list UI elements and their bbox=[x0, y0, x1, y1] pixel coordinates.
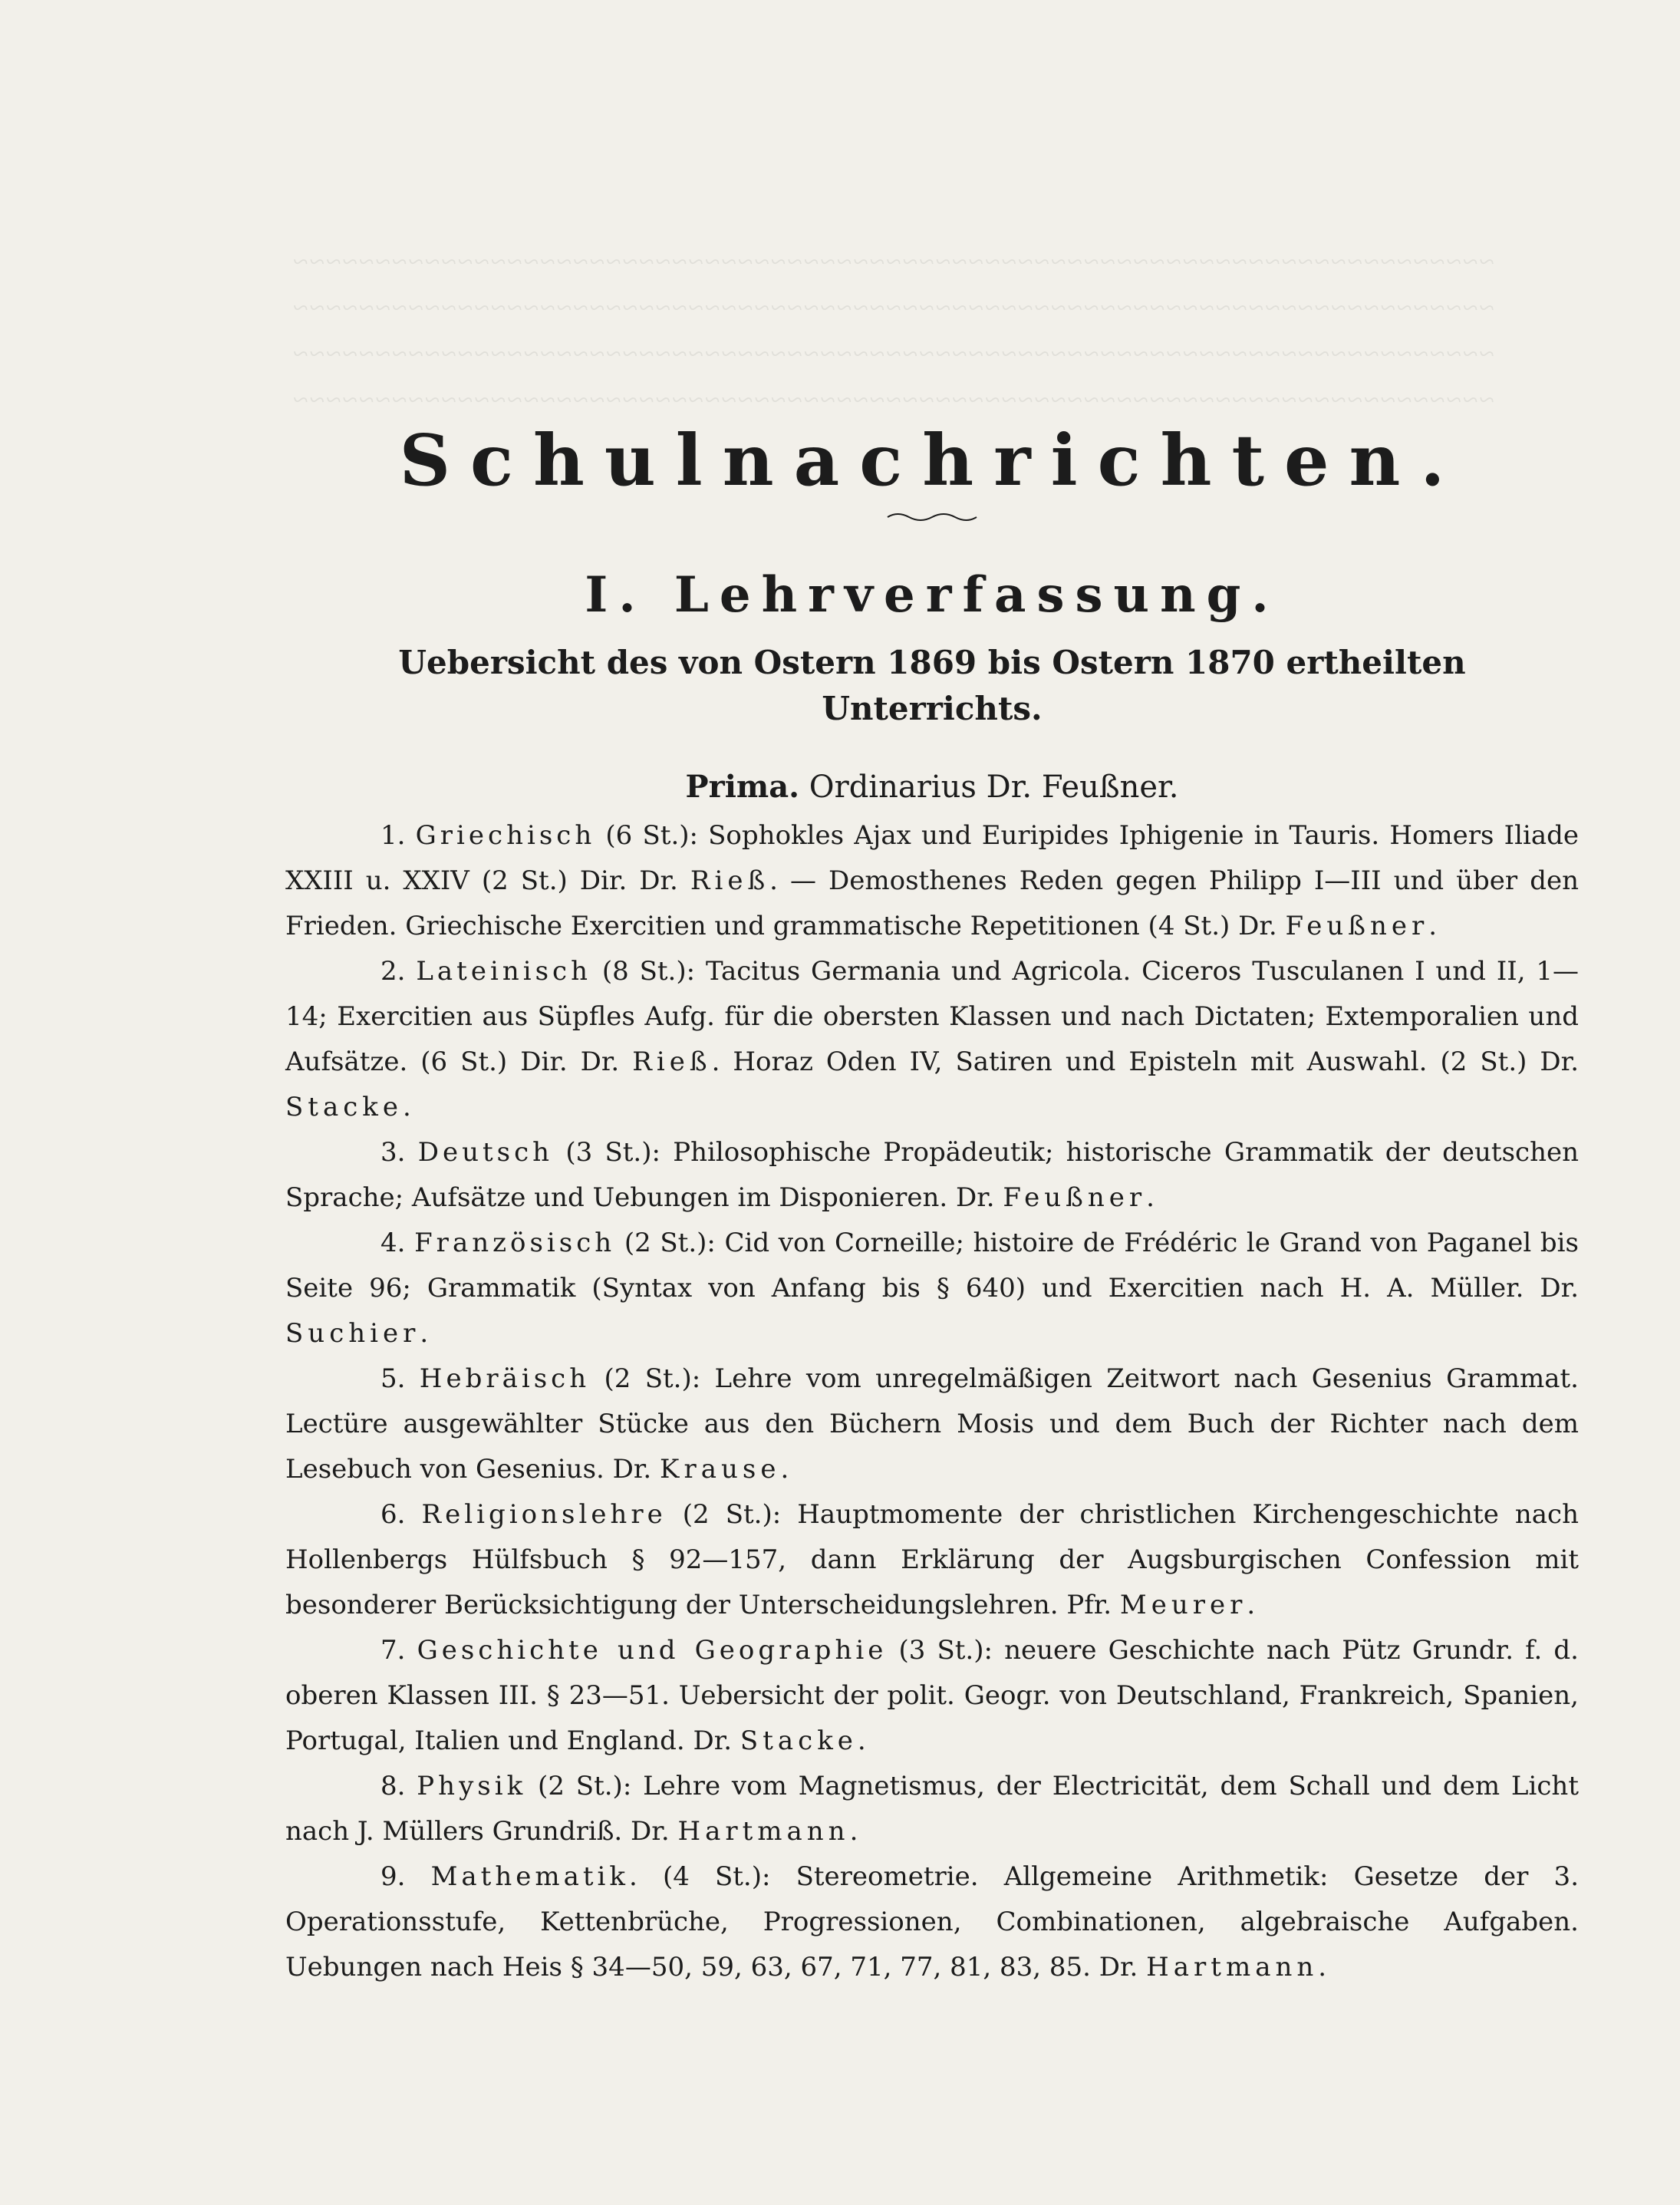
item-text: (3 St.): neuere Geschichte nach Pütz Grundr. f. d. oberen Klassen III. § 23—51. Uebersicht der polit. Geogr. von Deutschland, Frankreich, Spanien, Portugal, Italien und England. Dr. bbox=[285, 1635, 1579, 1756]
subject-name: Mathematik bbox=[430, 1861, 630, 1892]
subject-name: Deutsch bbox=[417, 1137, 554, 1168]
teacher-name: Feußner bbox=[1285, 911, 1429, 941]
item-text: . bbox=[1247, 1590, 1256, 1620]
item-text: . Horaz Oden IV, Satiren und Episteln mit Auswahl. (2 St.) Dr. bbox=[711, 1046, 1579, 1077]
item-number: 4. bbox=[380, 1228, 406, 1258]
subject-name: Hebräisch bbox=[419, 1363, 591, 1394]
item-number: 8. bbox=[380, 1771, 406, 1801]
item-text: . bbox=[849, 1816, 858, 1847]
spacer bbox=[405, 956, 416, 987]
subject-item bbox=[285, 1221, 1579, 1356]
item-number: 5. bbox=[380, 1363, 406, 1394]
item-text: . — Demosthenes Reden gegen Philipp I—III und über den Frieden. Griechische Exercitien und grammatische Repetitionen (4 St.) Dr. bbox=[285, 865, 1579, 941]
subject-item bbox=[285, 949, 1579, 1130]
item-number: 6. bbox=[380, 1499, 406, 1530]
spacer bbox=[405, 1228, 414, 1258]
spacer bbox=[405, 1137, 417, 1168]
item-text: (3 St.): Philosophische Propädeutik; historische Grammatik der deutschen Sprache; Aufsätze und Uebungen im Disponieren. Dr. bbox=[285, 1137, 1579, 1213]
subject-item bbox=[285, 1356, 1579, 1492]
spacer bbox=[405, 1635, 417, 1666]
section-subtitle: Uebersicht des von Ostern 1869 bis Ostern 1870 ertheilten Unterrichts. bbox=[398, 644, 1466, 727]
teacher-name: Hartmann bbox=[677, 1816, 850, 1847]
section-title: I. Lehrverfassung. bbox=[585, 566, 1280, 624]
show-through-line: ~~~~~~~~~~~~~~~~~~~~~~~~~~~~~~~~~~~~~~~~~~~~~~~~~~~~~~~~~~~~~~~~~~~~~~~~~ bbox=[292, 292, 1494, 323]
teacher-name: Rieß bbox=[690, 865, 770, 896]
item-text: (2 St.): Lehre vom unregelmäßigen Zeitwort nach Gesenius Grammat. Lectüre ausgewählter Stücke aus den Büchern Mosis und dem Buch der Richter nach dem Lesebuch von Gesenius. Dr. bbox=[285, 1363, 1579, 1485]
ordinarius-label: Ordinarius bbox=[809, 770, 977, 805]
subject-name: Lateinisch bbox=[416, 956, 591, 987]
item-text: (2 St.): Hauptmomente der christlichen Kirchengeschichte nach Hollenbergs Hülfsbuch § 92—157, dann Erklärung der Augsburgischen Confession mit besonderer Berücksichtigung der Unterscheidungslehren. Pfr. bbox=[285, 1499, 1579, 1620]
show-through-line: ~~~~~~~~~~~~~~~~~~~~~~~~~~~~~~~~~~~~~~~~~~~~~~~~~~~~~~~~~~~~~~~~~~~~~~~~~ bbox=[292, 384, 1494, 415]
subject-item bbox=[285, 813, 1579, 949]
item-number: 1. bbox=[380, 820, 406, 851]
subject-list bbox=[285, 813, 1579, 1990]
item-text: (2 St.): Cid von Corneille; histoire de Frédéric le Grand von Paganel bis Seite 96; Grammatik (Syntax von Anfang bis § 640) und Exercitien nach H. A. Müller. Dr. bbox=[285, 1228, 1579, 1304]
item-text: (6 St.): Sophokles Ajax und Euripides Iphigenie in Tauris. Homers Iliade XXIII u. XXIV (2 St.) Dir. Dr. bbox=[285, 820, 1580, 896]
item-text: . (4 St.): Stereometrie. Allgemeine Arithmetik: Gesetze der 3. Operationsstufe, Kettenbrüche, Progressionen, Combinationen, algebraische Aufgaben. Uebungen nach Heis § 34—50, 59, 63, 67, 71, 77, 81, 83, 85. Dr. bbox=[285, 1861, 1579, 1983]
item-number: 2. bbox=[380, 956, 406, 987]
teacher-name: Feußner bbox=[1003, 1182, 1147, 1213]
teacher-name: Rieß bbox=[632, 1046, 712, 1077]
spacer bbox=[405, 1363, 419, 1394]
teacher-name: Stacke bbox=[285, 1092, 403, 1122]
class-name: Prima. bbox=[685, 769, 800, 805]
show-through-line: ~~~~~~~~~~~~~~~~~~~~~~~~~~~~~~~~~~~~~~~~~~~~~~~~~~~~~~~~~~~~~~~~~~~~~~~~~ bbox=[292, 246, 1494, 277]
main-title: Schulnachrichten. bbox=[399, 419, 1465, 502]
item-text: . bbox=[857, 1725, 866, 1756]
subject-name: Religionslehre bbox=[421, 1499, 667, 1530]
subject-item bbox=[285, 1628, 1579, 1764]
spacer bbox=[405, 1771, 417, 1801]
teacher-name: Meurer bbox=[1119, 1590, 1247, 1620]
item-text: (8 St.): Tacitus Germania und Agricola. Ciceros Tusculanen I und II, 1—14; Exercitien aus Süpfles Aufg. für die obersten Klassen und nach Dictaten; Extemporalien und Aufsätze. (6 St.) Dir. Dr. bbox=[285, 956, 1579, 1077]
subject-item bbox=[285, 1764, 1579, 1854]
document-body bbox=[285, 391, 1579, 1990]
class-heading bbox=[285, 766, 1579, 809]
show-through-line: ~~~~~~~~~~~~~~~~~~~~~~~~~~~~~~~~~~~~~~~~~~~~~~~~~~~~~~~~~~~~~~~~~~~~~~~~~ bbox=[292, 338, 1494, 369]
item-text: . bbox=[420, 1318, 429, 1349]
item-text: (2 St.): Lehre vom Magnetismus, der Electricität, dem Schall und dem Licht nach J. Müllers Grundriß. Dr. bbox=[285, 1771, 1579, 1847]
teacher-name: Suchier bbox=[285, 1318, 420, 1349]
item-number: 3. bbox=[380, 1137, 406, 1168]
subject-item bbox=[285, 1492, 1579, 1628]
teacher-name: Krause bbox=[660, 1454, 781, 1485]
spacer bbox=[405, 1499, 421, 1530]
teacher-name: Hartmann bbox=[1146, 1952, 1319, 1983]
spacer bbox=[405, 1861, 430, 1892]
item-text: . bbox=[1428, 911, 1438, 941]
flourish-ornament bbox=[886, 509, 978, 525]
item-text: . bbox=[403, 1092, 411, 1122]
item-text: . bbox=[780, 1454, 789, 1485]
subject-item bbox=[285, 1854, 1579, 1990]
subject-name: Französisch bbox=[414, 1228, 616, 1258]
item-text: . bbox=[1318, 1952, 1327, 1983]
teacher-name: Stacke bbox=[740, 1725, 858, 1756]
subject-name: Geschichte und Geographie bbox=[417, 1635, 888, 1666]
subject-name: Griechisch bbox=[415, 820, 596, 851]
spacer bbox=[405, 820, 415, 851]
item-text: . bbox=[1146, 1182, 1155, 1213]
item-number: 9. bbox=[380, 1861, 406, 1892]
ordinarius-teacher: Dr. Feußner. bbox=[986, 770, 1179, 805]
item-number: 7. bbox=[380, 1635, 406, 1666]
subject-name: Physik bbox=[417, 1771, 527, 1801]
subject-item bbox=[285, 1130, 1579, 1221]
